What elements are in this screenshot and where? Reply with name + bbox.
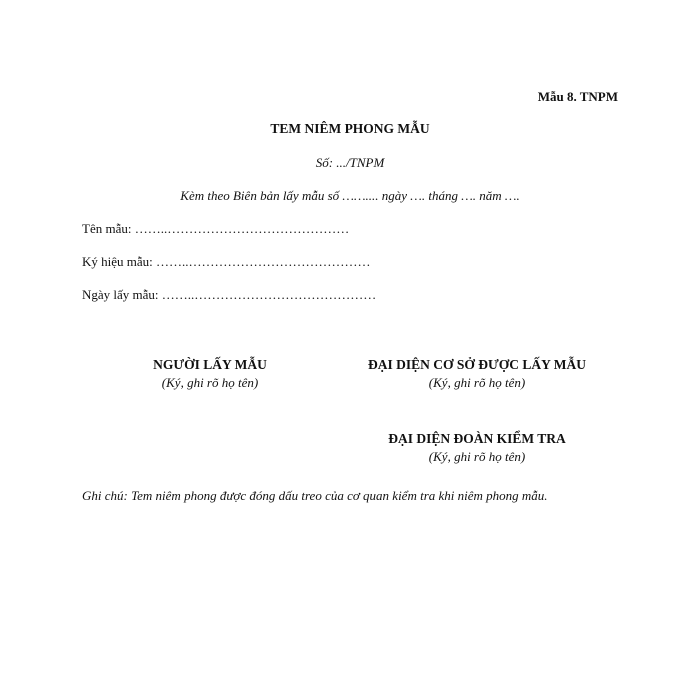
signature-sampler-title: NGƯỜI LẤY MẪU: [153, 357, 267, 372]
document-title: TEM NIÊM PHONG MẪU: [270, 121, 430, 136]
field-sample-name: Tên mẫu: ……..……………………………………: [82, 221, 350, 236]
document-number: Số: .../TNPM: [315, 155, 385, 170]
field-sampling-date: Ngày lấy mẫu: ……..……………………………………: [82, 287, 377, 302]
signature-facility-hint: (Ký, ghi rõ họ tên): [428, 375, 526, 390]
attachment-line: Kèm theo Biên bản lấy mẫu số …….... ngày …. tháng …. năm ….: [180, 188, 520, 203]
signature-inspection-title: ĐẠI DIỆN ĐOÀN KIỂM TRA: [388, 431, 566, 446]
field-sample-code: Ký hiệu mẫu: ……..……………………………………: [82, 254, 371, 269]
signature-sampler-hint: (Ký, ghi rõ họ tên): [161, 375, 259, 390]
form-code: Mẫu 8. TNPM: [537, 89, 618, 104]
signature-facility-title: ĐẠI DIỆN CƠ SỞ ĐƯỢC LẤY MẪU: [367, 357, 586, 372]
note: Ghi chú: Tem niêm phong được đóng dấu treo của cơ quan kiểm tra khi niêm phong mẫu.: [82, 488, 548, 503]
signature-inspection-hint: (Ký, ghi rõ họ tên): [428, 449, 526, 464]
